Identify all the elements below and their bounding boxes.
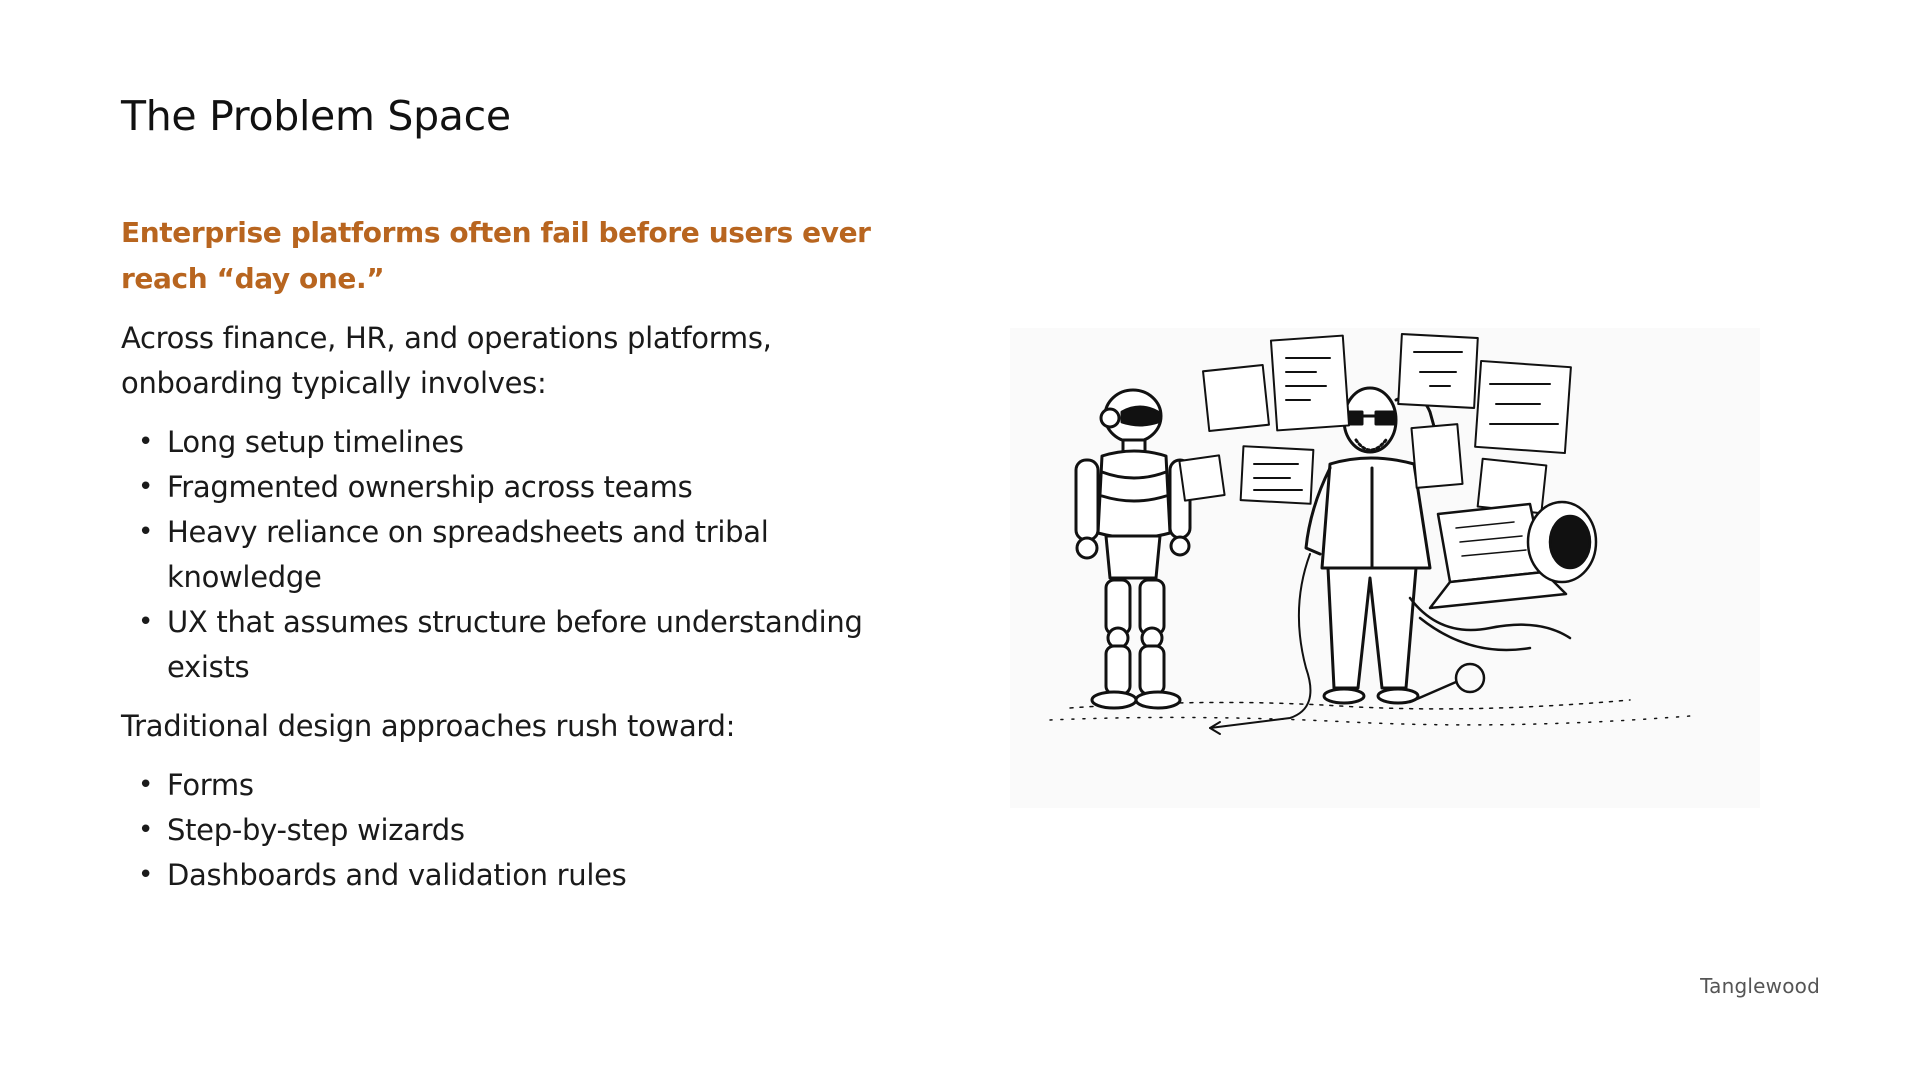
list-item-text: Long setup timelines bbox=[167, 425, 464, 459]
list-item-text: Forms bbox=[167, 768, 254, 802]
illustration-drawing bbox=[1010, 328, 1760, 808]
list-item-text: Heavy reliance on spreadsheets and tribal knowledge bbox=[167, 515, 769, 594]
robot-figure bbox=[1076, 390, 1190, 708]
list-item bbox=[138, 763, 927, 808]
bullet-icon: • bbox=[138, 427, 154, 457]
list-item bbox=[138, 853, 927, 898]
transition-paragraph: Traditional design approaches rush toward: bbox=[121, 709, 736, 743]
design-approaches-list bbox=[121, 763, 927, 898]
content-column bbox=[121, 210, 921, 912]
brand-wordmark: Tanglewood bbox=[1700, 974, 1820, 998]
bullet-icon: • bbox=[138, 472, 154, 502]
list-item bbox=[138, 808, 927, 853]
laptop-and-cables bbox=[1410, 502, 1596, 702]
list-item-text: Step-by-step wizards bbox=[167, 813, 465, 847]
bullet-icon: • bbox=[138, 860, 154, 890]
list-item-text: UX that assumes structure before understanding exists bbox=[167, 605, 863, 684]
robot-and-person-illustration bbox=[1010, 328, 1760, 808]
list-item bbox=[138, 420, 927, 465]
person-figure bbox=[1210, 388, 1440, 734]
bullet-icon: • bbox=[138, 770, 154, 800]
slide-title: The Problem Space bbox=[121, 92, 511, 140]
lead-statement: Enterprise platforms often fail before users ever reach “day one.” bbox=[121, 216, 871, 295]
list-item bbox=[138, 600, 927, 690]
list-item bbox=[138, 510, 927, 600]
bullet-icon: • bbox=[138, 815, 154, 845]
intro-paragraph: Across finance, HR, and operations platforms, onboarding typically involves: bbox=[121, 321, 772, 400]
bullet-icon: • bbox=[138, 607, 154, 637]
bullet-icon: • bbox=[138, 517, 154, 547]
list-item-text: Fragmented ownership across teams bbox=[167, 470, 693, 504]
list-item-text: Dashboards and validation rules bbox=[167, 858, 627, 892]
list-item bbox=[138, 465, 927, 510]
onboarding-issues-list bbox=[121, 420, 927, 690]
